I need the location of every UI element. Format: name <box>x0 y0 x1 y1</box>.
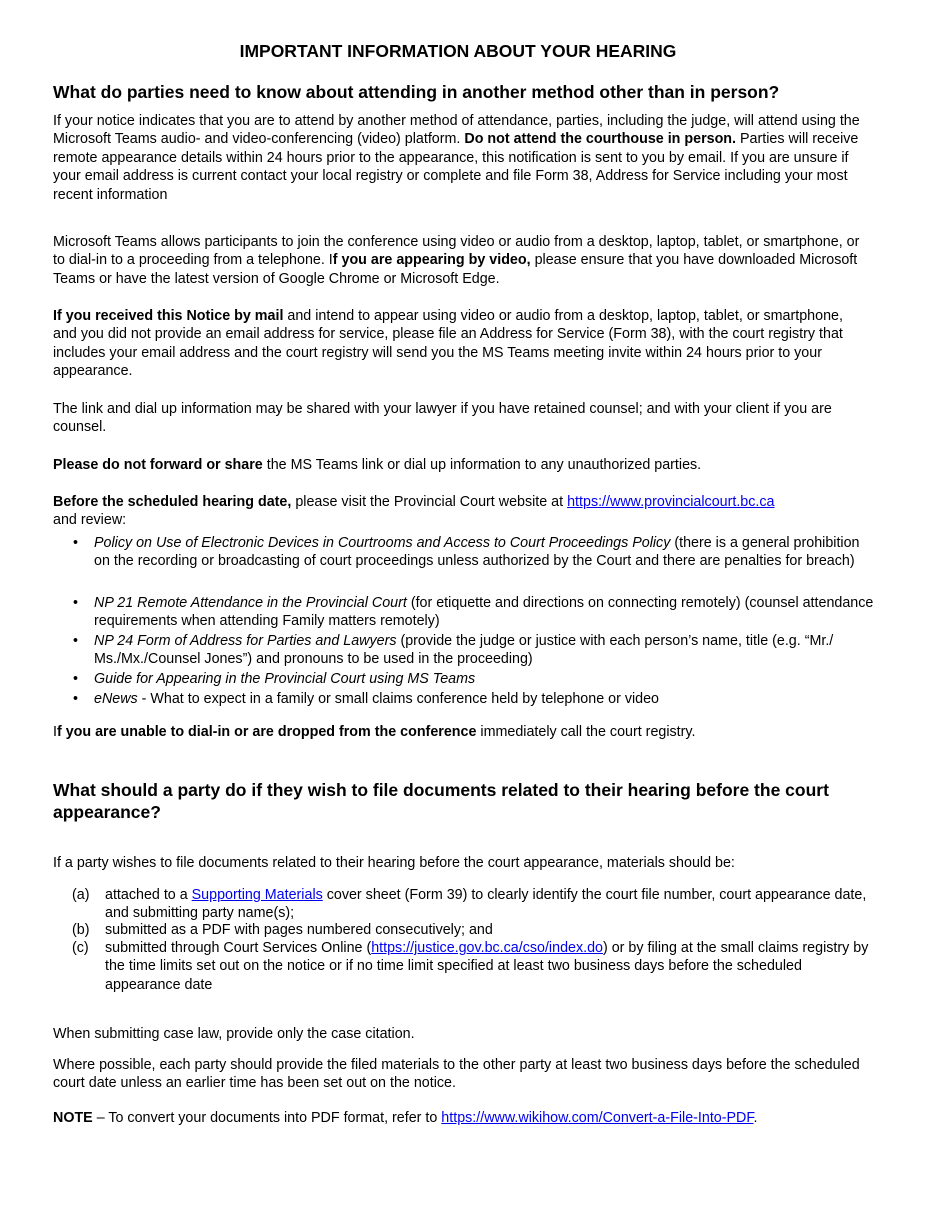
item-text-b: ) or by filing at the small claims registry by the time limits set out on the notice or if no time limit specified at least two business days before the scheduled appearance date <box>105 940 869 993</box>
list-item <box>105 939 870 994</box>
bullet-italic: eNews <box>94 691 138 707</box>
bullet-marker: • <box>73 535 79 551</box>
p6-text-d: and review: <box>53 512 127 529</box>
p2-text-a: Microsoft Teams allows participants to join the conference using video or audio from a desktop, laptop, tablet, or smartphone, or to dial-in to a proceeding from a telephone. I <box>53 234 860 269</box>
bullet-item <box>94 690 874 708</box>
bullet-text: (for etiquette and directions on connecting remotely) (counsel attendance requirements when attending Family matters remotely) <box>94 595 874 630</box>
p3-text-c: and intend to appear using video or audio from a desktop, laptop, tablet, or smartphone, and you did not provide an email address for service, please file an Address for Service (Form 38), with the court registry that includes your email address and the court registry will send you the MS Teams meeting invite within 24 hours prior to your appearance. <box>53 308 843 380</box>
bullet-marker: • <box>73 691 79 707</box>
p2-bold: f you are appearing by video, <box>332 252 531 269</box>
p5-text-c: the MS Teams link or dial up information to any unauthorized parties. <box>262 457 702 473</box>
bullet-marker: • <box>73 595 79 611</box>
bullet-text: (provide the judge or justice with each person’s name, title (e.g. “Mr./ Ms./Mx./Counsel Jones”) and pronouns to be used in the proceeding) <box>94 633 834 668</box>
note-text-a: – To convert your documents into PDF format, refer to <box>92 1110 442 1126</box>
list-label: (a) <box>72 887 90 903</box>
bullet-item <box>94 632 874 669</box>
item-text-a: submitted as a PDF with pages numbered consecutively; and <box>105 922 493 938</box>
bullet-italic: NP 21 Remote Attendance in the Provincial Court <box>94 595 407 611</box>
bullet-italic: Policy on Use of Electronic Devices in Courtrooms and Access to Court Proceedings Policy <box>94 535 671 551</box>
bullet-marker: • <box>73 633 79 649</box>
list-item <box>105 921 870 939</box>
page-title: IMPORTANT INFORMATION ABOUT YOUR HEARING <box>239 41 677 61</box>
court-services-online-link[interactable]: https://justice.gov.bc.ca/cso/index.do <box>371 940 603 956</box>
bullet-item <box>94 594 874 631</box>
p6-text-c: please visit the Provincial Court website at <box>291 494 568 510</box>
bullet-text: - What to expect in a family or small claims conference held by telephone or video <box>137 691 659 707</box>
supporting-materials-link[interactable]: Supporting Materials <box>191 887 323 903</box>
p3-bold: If you received this Notice by mail <box>53 308 284 324</box>
bullet-item <box>94 534 874 571</box>
provincial-court-link[interactable]: https://www.provincialcourt.bc.ca <box>567 494 775 510</box>
paragraph-before-hearing <box>53 493 868 530</box>
paragraph-where-possible: Where possible, each party should provide the filed materials to the other party at least two business days before the scheduled court date unless an earlier time has been set out on the notice. <box>53 1057 860 1092</box>
p7-text-c: immediately call the court registry. <box>476 724 696 740</box>
bullet-marker: • <box>73 671 79 687</box>
list-label: (b) <box>72 922 90 938</box>
bullet-italic: Guide for Appearing in the Provincial Court using MS Teams <box>94 671 476 687</box>
section1-heading: What do parties need to know about attending in another method other than in person? <box>53 82 780 102</box>
list-item <box>105 886 870 923</box>
item-text-a: attached to a <box>105 887 192 903</box>
bullet-item <box>94 670 874 688</box>
paragraph-teams <box>53 233 868 288</box>
paragraph-link-sharing: The link and dial up information may be shared with your lawyer if you have retained counsel; and with your client if you are counsel. <box>53 401 832 436</box>
wikihow-pdf-link[interactable]: https://www.wikihow.com/Convert-a-File-Into-PDF <box>441 1110 754 1126</box>
item-text-a: submitted through Court Services Online ( <box>105 940 372 956</box>
note-bold: NOTE <box>53 1110 93 1126</box>
paragraph-notice-by-mail <box>53 307 868 381</box>
p5-bold: Please do not forward or share <box>53 457 263 473</box>
paragraph-attendance-method <box>53 112 868 204</box>
paragraph-note <box>53 1109 868 1127</box>
p1-bold: Do not attend the courthouse in person. <box>464 131 737 148</box>
paragraph-dropped <box>53 723 868 741</box>
bullet-text: (there is a general prohibition on the recording or broadcasting of court proceedings unless authorized by the Court and there are penalties for breach) <box>94 535 860 570</box>
bullet-italic: NP 24 Form of Address for Parties and Lawyers <box>94 633 397 649</box>
item-text-b: cover sheet (Form 39) to clearly identify the court file number, court appearance date, and submitting party name(s); <box>105 887 867 922</box>
p1-text-a: If your notice indicates that you are to attend by another method of attendance, parties, including the judge, will attend using the Microsoft Teams audio- and video-conferencing (video) platform. <box>53 113 860 148</box>
list-label: (c) <box>72 940 89 956</box>
paragraph-filing-intro: If a party wishes to file documents related to their hearing before the court appearance, materials should be: <box>53 855 735 871</box>
paragraph-case-law: When submitting case law, provide only the case citation. <box>53 1026 415 1042</box>
paragraph-do-not-forward <box>53 456 868 474</box>
p2-text-c: please ensure that you have downloaded Microsoft Teams or have the latest version of Google Chrome or Microsoft Edge. <box>53 252 858 287</box>
p1-text-c: Parties will receive remote appearance details within 24 hours prior to the appearance, this notification is sent to you by email. If you are unsure if your email address is current contact your local registry or complete and file Form 38, Address for Service including your most recent information <box>53 131 859 203</box>
section2-heading: What should a party do if they wish to file documents related to their hearing before the court appearance? <box>53 780 829 822</box>
p7-text-a: I <box>53 724 57 740</box>
note-text-c: . <box>753 1110 758 1126</box>
p7-bold: f you are unable to dial-in or are dropped from the conference <box>56 724 477 740</box>
p6-bold: Before the scheduled hearing date, <box>53 494 292 510</box>
